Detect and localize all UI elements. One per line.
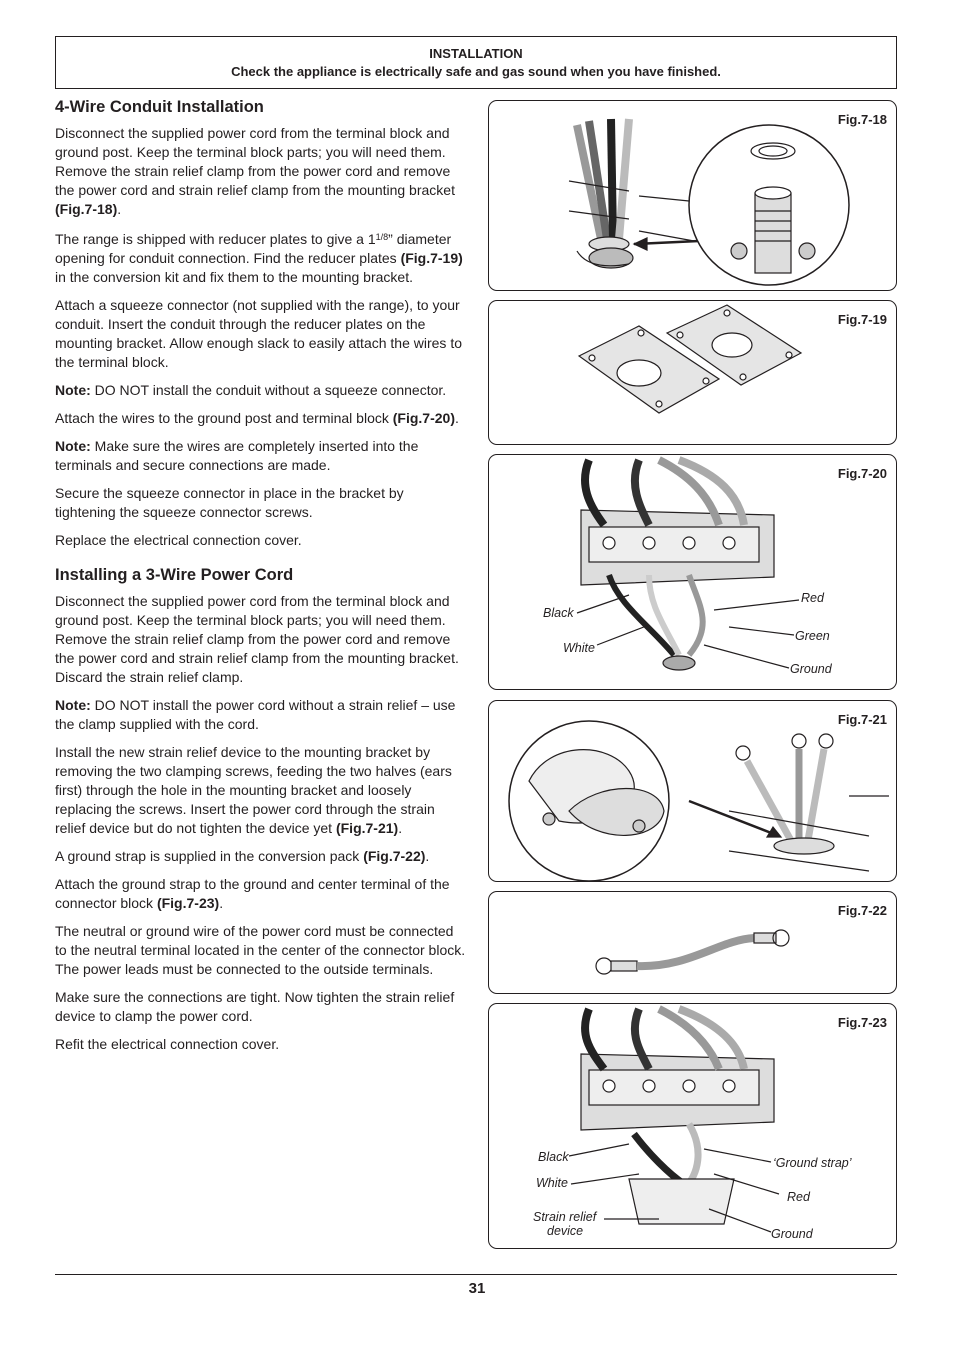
footer-divider xyxy=(55,1274,897,1275)
figure-7-22 xyxy=(488,891,897,994)
paragraph-text: A ground strap is supplied in the conversion pack xyxy=(55,848,364,864)
figure-reference: (Fig.7-19) xyxy=(400,250,463,266)
ground-strap-label: ‘Ground strap’ xyxy=(773,1156,852,1170)
figure-label: Fig.7-20 xyxy=(837,466,887,481)
page-number: 31 xyxy=(468,1280,486,1297)
note-label: Note: xyxy=(55,382,91,398)
paragraph xyxy=(55,228,467,287)
paragraph: A ground strap is supplied in the conversion pack (Fig.7-22). xyxy=(55,848,430,864)
figure-label: Fig.7-23 xyxy=(837,1015,887,1030)
wire-label-black: Black xyxy=(538,1150,569,1164)
figure-label: Fig.7-19 xyxy=(837,312,887,327)
note-label: Note: xyxy=(55,697,91,713)
conduit-wires-illustration xyxy=(489,101,897,291)
paragraph: Make sure the connections are tight. Now tighten the strain relief device to clamp the power cord. xyxy=(55,989,455,1024)
figure-reference: (Fig.7-23) xyxy=(156,895,220,911)
paragraph: The neutral or ground wire of the power cord must be connected to the neutral terminal located in the center of the connector block. The power leads must be connected to the outside terminals. xyxy=(55,923,466,977)
note xyxy=(55,381,467,400)
figure-reference: (Fig.7-22) xyxy=(363,848,426,864)
figure-label: Fig.7-21 xyxy=(837,712,887,727)
paragraph-text: Install the new strain relief device to the mounting bracket by removing the two clamping screws, feeding the two halves (ears first) through the hole in the mounting bracket and loosely replacing the screws. Insert the power cord through the strain relief device but do not tighten the device yet xyxy=(55,744,452,836)
paragraph: Disconnect the supplied power cord from the terminal block and ground post. Keep the terminal block parts; you will need them. Remove the strain relief clamp from the power cord and remove the power cord and strain relief clamp from the mounting bracket. Discard the strain relief clamp. xyxy=(55,593,459,685)
figure-7-21 xyxy=(488,700,897,882)
wire-label-ground: Ground xyxy=(790,662,832,676)
header-box xyxy=(55,36,897,89)
reducer-plates-illustration xyxy=(489,301,897,445)
section-heading-power-cord: Installing a 3-Wire Power Cord xyxy=(55,566,294,584)
paragraph: Attach a squeeze connector (not supplied with the range), to your conduit. Insert the conduit through the reducer plates on the mounting bracket. Allow enough slack to easily attach the wires to the terminal block. xyxy=(55,297,462,370)
note xyxy=(55,437,467,475)
header-title: INSTALLATION xyxy=(429,46,523,61)
wire-label-white: White xyxy=(536,1176,568,1190)
note xyxy=(55,696,467,734)
section-heading-conduit: 4-Wire Conduit Installation xyxy=(55,98,264,116)
paragraph-text: ” diameter opening for conduit connection. Find the reducer plates xyxy=(55,231,452,266)
text-column xyxy=(55,96,467,1063)
figure-7-18 xyxy=(488,100,897,291)
figure-7-20 xyxy=(488,454,897,690)
figure-reference: (Fig.7-18) xyxy=(55,201,118,217)
note-text: DO NOT install the power cord without a strain relief – use the clamp supplied with the cord. xyxy=(55,697,456,732)
figure-7-23 xyxy=(488,1003,897,1249)
figure-reference: (Fig.7-21) xyxy=(335,820,399,836)
wire-label-red: Red xyxy=(787,1190,810,1204)
ground-strap-illustration xyxy=(489,892,897,994)
paragraph: Disconnect the supplied power cord from the terminal block and ground post. Keep the terminal block parts; you will need them. Remove the strain relief clamp from the power cord and remove the power cord and strain relief clamp from the mounting bracket (Fig.7-18). xyxy=(55,125,455,217)
wire-label-ground: Ground xyxy=(771,1227,813,1241)
figure-label: Fig.7-22 xyxy=(837,903,887,918)
wire-label-green: Green xyxy=(795,629,830,643)
wire-label-white: White xyxy=(563,641,595,655)
paragraph: Attach the ground strap to the ground and center terminal of the connector block (Fig.7-23). xyxy=(55,876,450,911)
wire-label-red: Red xyxy=(801,591,824,605)
paragraph: Refit the electrical connection cover. xyxy=(55,1036,280,1052)
fraction: 1/8 xyxy=(375,232,389,242)
header-subtitle: Check the appliance is electrically safe and gas sound when you have finished. xyxy=(231,64,721,79)
figure-label: Fig.7-18 xyxy=(837,112,887,127)
paragraph-text: The range is shipped with reducer plates to give a 1 xyxy=(55,231,376,247)
figure-reference: (Fig.7-20) xyxy=(392,410,455,426)
note-text: Make sure the wires are completely inserted into the terminals and secure connections are made. xyxy=(55,438,419,473)
note-label: Note: xyxy=(55,438,91,454)
note-text: DO NOT install the conduit without a squeeze connector. xyxy=(90,382,447,398)
paragraph: Attach the wires to the ground post and terminal block (Fig.7-20). xyxy=(55,410,459,426)
paragraph-text: Disconnect the supplied power cord from the terminal block and ground post. Keep the terminal block parts; you will need them. Remove the strain relief clamp from the power cord and remove the power cord and strain relief clamp from the mounting bracket xyxy=(55,125,455,198)
paragraph-text: in the conversion kit and fix them to the mounting bracket. xyxy=(55,269,413,285)
wire-label-black: Black xyxy=(543,606,574,620)
paragraph: Install the new strain relief device to the mounting bracket by removing the two clamping screws, feeding the two halves (ears first) through the hole in the mounting bracket and loosely replacing the screws. Insert the power cord through the strain relief device but do not tighten the device yet (Fig.7-21). xyxy=(55,744,452,836)
strain-relief-illustration xyxy=(489,701,897,882)
paragraph-text: Attach the wires to the ground post and terminal block xyxy=(55,410,393,426)
strain-relief-label-line2: device xyxy=(547,1224,584,1238)
paragraph: Replace the electrical connection cover. xyxy=(55,532,302,548)
figure-7-19 xyxy=(488,300,897,445)
paragraph: Secure the squeeze connector in place in the bracket by tightening the squeeze connector screws. xyxy=(55,485,404,520)
paragraph-text: Attach the ground strap to the ground and center terminal of the connector block xyxy=(55,876,450,911)
strain-relief-label-line1: Strain relief xyxy=(533,1210,597,1224)
terminal-block-4wire-illustration xyxy=(489,455,897,690)
